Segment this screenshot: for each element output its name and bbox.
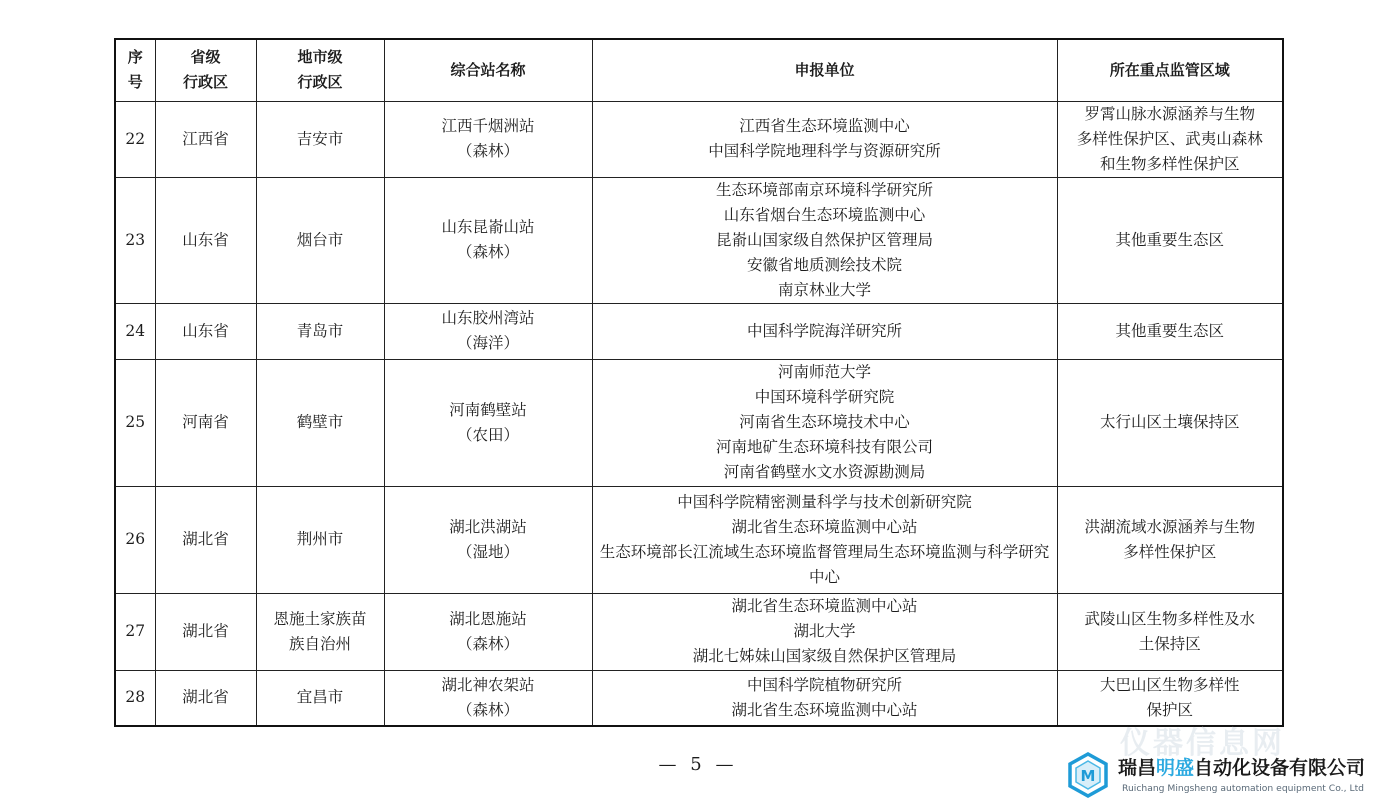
cell-station-name: 山东胶州湾站 （海洋） [384,303,592,359]
table-row [115,303,1283,359]
cell-key-region: 武陵山区生物多样性及水 土保持区 [1057,593,1283,670]
header-number: 序 号 [115,39,155,101]
cell-province: 河南省 [155,359,256,486]
header-key-region: 所在重点监管区域 [1057,39,1283,101]
cell-number: 27 [115,593,155,670]
reporting-unit: 河南省生态环境技术中心 [739,413,910,431]
header-city: 地市级 行政区 [256,39,384,101]
cell-city: 荆州市 [256,486,384,593]
stations-table [114,38,1284,727]
reporting-unit: 湖北省生态环境监测中心站 [731,517,918,536]
cell-number: 25 [115,359,155,486]
cell-city: 青岛市 [256,303,384,359]
reporting-unit: 安徽省地质测绘技术院 [746,255,902,274]
cell-reporting-units [592,359,1057,486]
cell-province: 湖北省 [155,593,256,670]
cell-province: 江西省 [155,101,256,177]
cell-key-region: 洪湖流域水源涵养与生物 多样性保护区 [1057,486,1283,593]
cell-number: 28 [115,670,155,726]
reporting-unit: 中国科学院精密测量科学与技术创新研究院 [677,492,972,511]
cell-reporting-units [592,101,1057,177]
cell-number: 24 [115,303,155,359]
reporting-unit: 河南师范大学 [777,363,871,381]
reporting-unit: 中国科学院地理科学与资源研究所 [708,142,941,160]
company-logo [1066,752,1396,798]
cell-number: 23 [115,177,155,303]
cell-province: 山东省 [155,177,256,303]
reporting-unit: 生态环境部南京环境科学研究所 [715,180,933,199]
cell-reporting-units [592,593,1057,670]
table-row [115,486,1283,593]
header-province: 省级 行政区 [155,39,256,101]
table-header-row [115,39,1283,101]
table-row [115,670,1283,726]
header-reporting-unit: 申报单位 [592,39,1057,101]
svg-text:M: M [1080,767,1096,785]
cell-key-region: 罗霄山脉水源涵养与生物 多样性保护区、武夷山森林 和生物多样性保护区 [1057,101,1283,177]
cell-province: 湖北省 [155,486,256,593]
cell-city: 鹤壁市 [256,359,384,486]
cell-key-region: 其他重要生态区 [1057,303,1283,359]
cell-number: 22 [115,101,155,177]
cell-key-region: 其他重要生态区 [1057,177,1283,303]
reporting-unit: 山东省烟台生态环境监测中心 [723,205,926,224]
cell-number: 26 [115,486,155,593]
svg-text:Ruichang Mingsheng automation: Ruichang Mingsheng automation equipment Co., Ltd [1122,783,1365,794]
cell-key-region: 大巴山区生物多样性 保护区 [1057,670,1283,726]
hexagon-logo-icon [1070,754,1106,796]
cell-province: 湖北省 [155,670,256,726]
cell-station-name: 河南鹤壁站 （农田） [384,359,592,486]
reporting-unit: 中国环境科学研究院 [754,388,895,406]
reporting-unit: 湖北省生态环境监测中心站 [731,597,918,615]
cell-city: 吉安市 [256,101,384,177]
cell-reporting-units [592,177,1057,303]
reporting-unit: 南京林业大学 [777,280,871,299]
reporting-unit: 中国科学院植物研究所 [746,675,902,694]
cell-province: 山东省 [155,303,256,359]
cell-key-region: 太行山区土壤保持区 [1057,359,1283,486]
cell-reporting-units [592,303,1057,359]
header-station-name: 综合站名称 [384,39,592,101]
cell-station-name: 湖北洪湖站 （湿地） [384,486,592,593]
reporting-unit: 湖北省生态环境监测中心站 [731,700,918,719]
reporting-unit: 生态环境部长江流域生态环境监督管理局生态环境监测与科学研究中心 [599,542,1050,586]
reporting-unit: 江西省生态环境监测中心 [739,117,910,135]
cell-city: 宜昌市 [256,670,384,726]
reporting-unit: 湖北大学 [793,622,856,640]
table-row [115,177,1283,303]
cell-city: 烟台市 [256,177,384,303]
cell-reporting-units [592,670,1057,726]
cell-reporting-units [592,486,1057,593]
reporting-unit: 湖北七姊妹山国家级自然保护区管理局 [692,647,957,665]
cell-city: 恩施土家族苗 族自治州 [256,593,384,670]
cell-station-name: 江西千烟洲站 （森林） [384,101,592,177]
table-row [115,593,1283,670]
svg-text:瑞昌明盛自动化设备有限公司: 瑞昌明盛自动化设备有限公司 [1118,757,1366,779]
cell-station-name: 山东昆嵛山站 （森林） [384,177,592,303]
table-body [115,101,1283,726]
table-row [115,359,1283,486]
table-row [115,101,1283,177]
reporting-unit: 河南省鹤壁水文水资源勘测局 [723,463,926,481]
reporting-unit: 河南地矿生态环境科技有限公司 [715,438,933,456]
watermark: 仪器信息网 [1120,726,1285,761]
page-number: — 5 — [658,754,738,775]
reporting-unit: 中国科学院海洋研究所 [746,321,902,340]
cell-station-name: 湖北神农架站 （森林） [384,670,592,726]
reporting-unit: 昆嵛山国家级自然保护区管理局 [715,230,933,249]
cell-station-name: 湖北恩施站 （森林） [384,593,592,670]
